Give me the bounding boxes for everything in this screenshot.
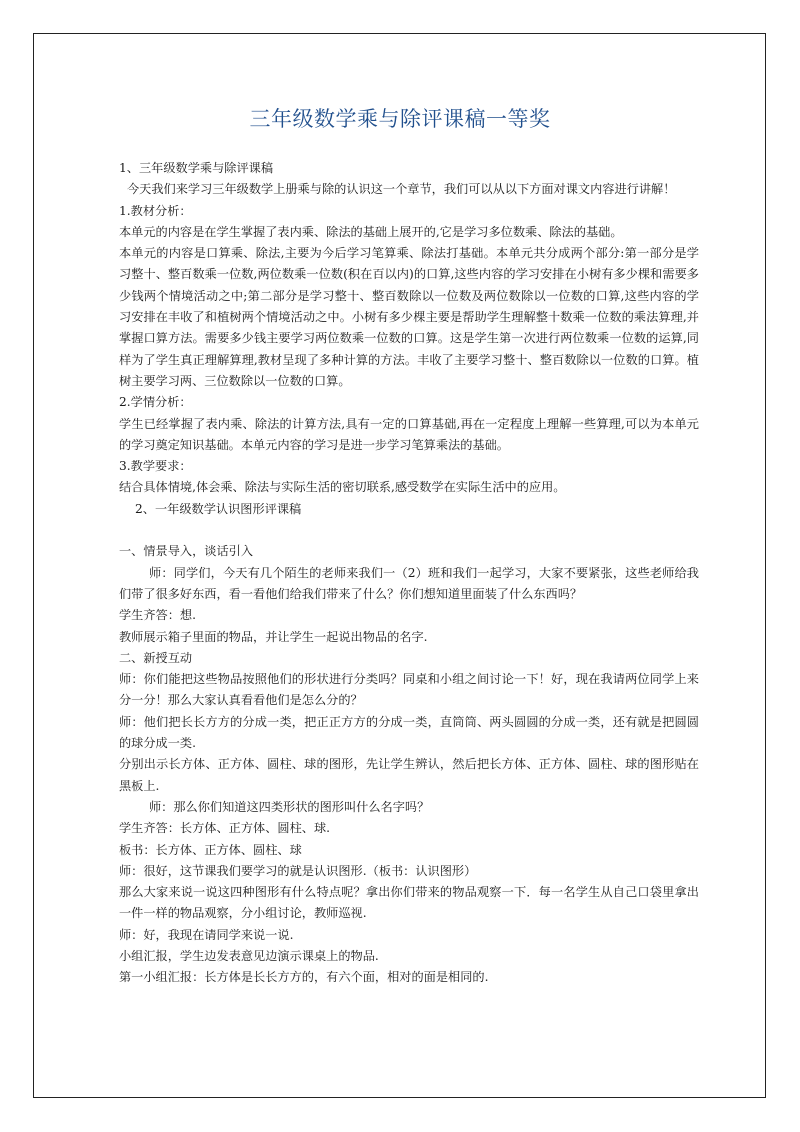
paragraph: 师：他们把长长方方的分成一类，把正正方方的分成一类，直筒筒、两头圆圆的分成一类，还有就是把圆圆的球分成一类. [119,714,699,751]
paragraph: 2、一年级数学认识图形评课稿 [135,501,302,516]
paragraph: 第一小组汇报：长方体是长长方方的，有六个面，相对的面是相同的. [119,970,489,985]
paragraph: 板书：长方体、正方体、圆柱、球 [119,842,302,857]
paragraph: 3.教学要求： [119,459,192,474]
paragraph: 小组汇报，学生边发表意见边演示课桌上的物品. [119,948,379,963]
paragraph: 师：你们能把这些物品按照他们的形状进行分类吗？同桌和小组之间讨论一下！好，现在我请两位同学上来分一分！那么大家认真看看他们是怎么分的？ [119,672,699,708]
paragraph: 教师展示箱子里面的物品，并让学生一起说出物品的名字. [119,629,428,644]
blank-line [119,520,699,541]
paragraph: 师：那么你们知道这四类形状的图形叫什么名字吗？ [149,799,430,814]
document-body [119,158,699,989]
paragraph: 师：很好，这节课我们要学习的就是认识图形.（板书：认识图形） [119,863,477,878]
paragraph: 学生齐答：想. [119,608,196,623]
paragraph: 一、情景导入，谈话引入 [119,544,254,559]
paragraph: 1、三年级数学乘与除评课稿 [119,161,274,175]
paragraph: 师：好，我现在请同学来说一说. [119,927,294,942]
paragraph: 二、新授互动 [119,650,193,665]
document-title: 三年级数学乘与除评课稿一等奖 [249,107,551,131]
paragraph: 2.学情分析： [119,395,192,410]
paragraph: 本单元的内容是在学生掌握了表内乘、除法的基础上展开的,它是学习多位数乘、除法的基础。 [119,224,623,239]
paragraph: 那么大家来说一说这四种图形有什么特点呢？拿出你们带来的物品观察一下．每一名学生从自己口袋里拿出一件一样的物品观察，分小组讨论，教师巡视. [119,885,699,921]
paragraph: 师：同学们，今天有几个陌生的老师来我们一（2）班和我们一起学习，大家不要紧张，这些老师给我们带了很多好东西，看一看他们给我们带来了什么？你们想知道里面装了什么东西吗？ [119,565,699,601]
paragraph: 学生已经掌握了表内乘、除法的计算方法,具有一定的口算基础,再在一定程度上理解一些算理,可以为本单元的学习奠定知识基础。本单元内容的学习是进一步学习笔算乘法的基础。 [119,416,699,452]
paragraph: 1.教材分析： [119,203,192,218]
paragraph: 学生齐答：长方体、正方体、圆柱、球. [119,821,331,836]
paragraph: 本单元的内容是口算乘、除法,主要为今后学习笔算乘、除法打基础。本单元共分成两个部分:第一部分是学习整十、整百数乘一位数,两位数乘一位数(积在百以内)的口算,这些内容的学习安排在小树有多少棵和需要多少钱两个情境活动之中;第二部分是学习整十、整百数除以一位数及两位数除以一位数的口算,这些内容的学习安排在丰收了和植树两个情境活动之中。小树有多少棵主要是帮助学生理解整十数乘一位数的乘法算理,并掌握口算方法。需要多少钱主要学习两位数乘一位数的口算。这是学生第一次进行两位数乘一位数的运算,同样为了学生真正理解算理,教材呈现了多种计算的方法。丰收了主要学习整十、整百数除以一位数的口算。植树主要学习两、三位数除以一位数的口算。 [119,246,699,388]
paragraph: 结合具体情境,体会乘、除法与实际生活的密切联系,感受数学在实际生活中的应用。 [119,480,566,495]
paragraph: 今天我们来学习三年级数学上册乘与除的认识这一个章节，我们可以从以下方面对课文内容进行讲解！ [127,182,676,197]
paragraph: 分别出示长方体、正方体、圆柱、球的图形，先让学生辨认，然后把长方体、正方体、圆柱、球的图形贴在黑板上. [119,757,699,793]
